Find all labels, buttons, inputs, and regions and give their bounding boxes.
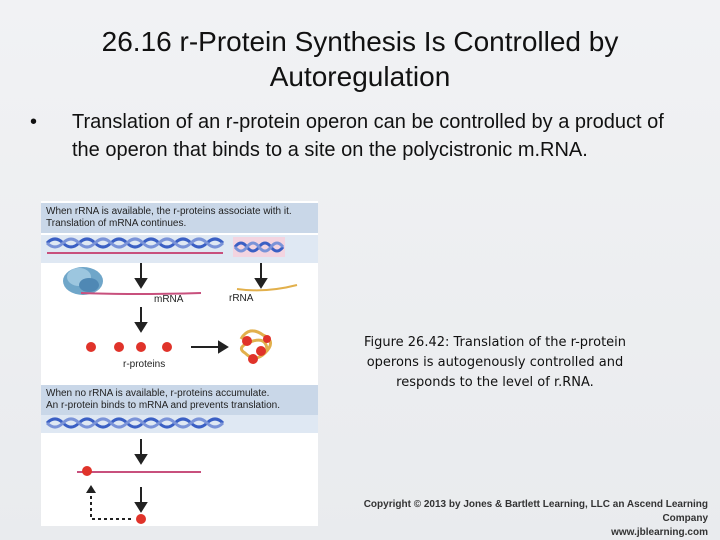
repressor-r-protein [82,466,92,476]
feedback-arrow [91,493,131,519]
rrna-transcription-helix [233,237,285,257]
slide-title-line-2: Autoregulation [269,61,451,92]
figure-header-available-line-1: When rRNA is available, the r-proteins associate with it. [46,206,292,217]
r-proteins-group [86,342,172,352]
slide-title-line-1: 26.16 r-Protein Synthesis Is Controlled by [101,26,619,57]
copyright-line-1: Copyright © 2013 by Jones & Bartlett Learning, LLC an Ascend Learning Company [363,499,708,524]
arrow-blocked-transcription [136,439,146,463]
bullet-text: Translation of an r-protein operon can be controlled by a product of the operon that binds to a site on the polycistronic m.RNA. [72,111,664,161]
copyright-notice [342,498,708,540]
figure-header-unavailable [41,385,318,415]
arrow-no-translation [136,487,146,511]
figure-header-available-line-2: Translation of mRNA continues. [46,218,187,229]
figure-header-unavailable-line-1: When no rRNA is available, r-proteins accumulate. [46,388,270,399]
figure-diagram [41,201,318,526]
accumulated-r-protein [136,514,146,524]
slide-title [20,24,700,94]
feedback-arrowhead [86,485,96,493]
figure-caption: Figure 26.42: Translation of the r-protein operons is autogenously controlled and responds to the level of r.RNA. [363,335,627,390]
label-r-proteins: r-proteins [123,359,166,370]
arrows-transcription [136,263,266,287]
label-rrna: rRNA [229,293,254,304]
arrow-association [191,342,227,352]
ribosome-icon [63,267,103,295]
arrow-translation [136,307,146,331]
figure-bottom-band [41,415,318,433]
rrna-strand [237,285,297,290]
ribosome-assembly-icon [241,331,271,364]
figure-26-42 [41,201,318,526]
label-mrna: mRNA [154,294,184,305]
copyright-line-2: www.jblearning.com [611,527,708,538]
bullet-dot-icon: • [30,111,38,133]
figure-header-unavailable-line-2: An r-protein binds to mRNA and prevents translation. [46,400,281,411]
